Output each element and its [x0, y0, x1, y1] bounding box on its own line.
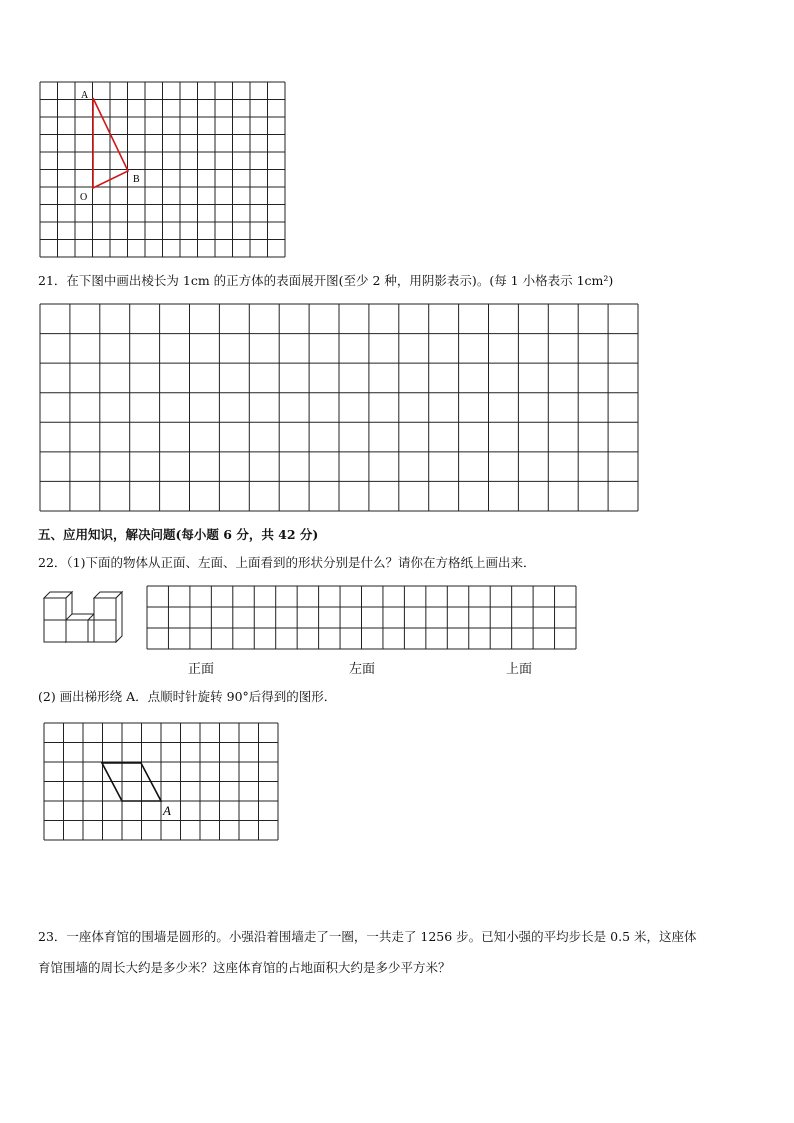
net-drawing-grid: [40, 304, 639, 512]
triangle-grid: [40, 82, 285, 257]
question-22-part2-text: (2) 画出梯形绕 A．点顺时针旋转 90°后得到的图形．: [38, 689, 337, 704]
question-22-part1-text: 22．（1)下面的物体从正面、左面、上面看到的形状分别是什么？请你在方格纸上画出来．: [38, 555, 536, 570]
point-label-b: B: [133, 174, 140, 185]
view-label-top: 上面: [506, 662, 533, 677]
question-23-line1: 23．一座体育馆的围墙是圆形的。小强沿着围墙走了一圈，一共走了 1256 步。已知小强的平均步长是 0.5 米，这座体: [38, 929, 697, 944]
trapezoid-rotation-grid: [44, 723, 280, 841]
cube-stack-figure: [44, 588, 126, 638]
question-23-line2: 育馆围墙的周长大约是多少米？这座体育馆的占地面积大约是多少平方米？: [38, 960, 451, 975]
view-label-left: 左面: [349, 662, 376, 677]
section-5-title: 五、应用知识，解决问题(每小题 6 分，共 42 分): [38, 527, 319, 542]
view-label-front: 正面: [188, 662, 215, 677]
point-label-a: A: [81, 90, 89, 101]
question-21-text: 21．在下图中画出棱长为 1cm 的正方体的表面展开图(至少 2 种，用阴影表示)。(每 1 小格表示 1cm²): [38, 273, 614, 288]
three-views-grid: [147, 586, 577, 650]
triangle-grid-figure: [40, 82, 286, 258]
trapezoid-point-label-a: A: [163, 803, 171, 818]
point-label-o: O: [80, 192, 88, 203]
